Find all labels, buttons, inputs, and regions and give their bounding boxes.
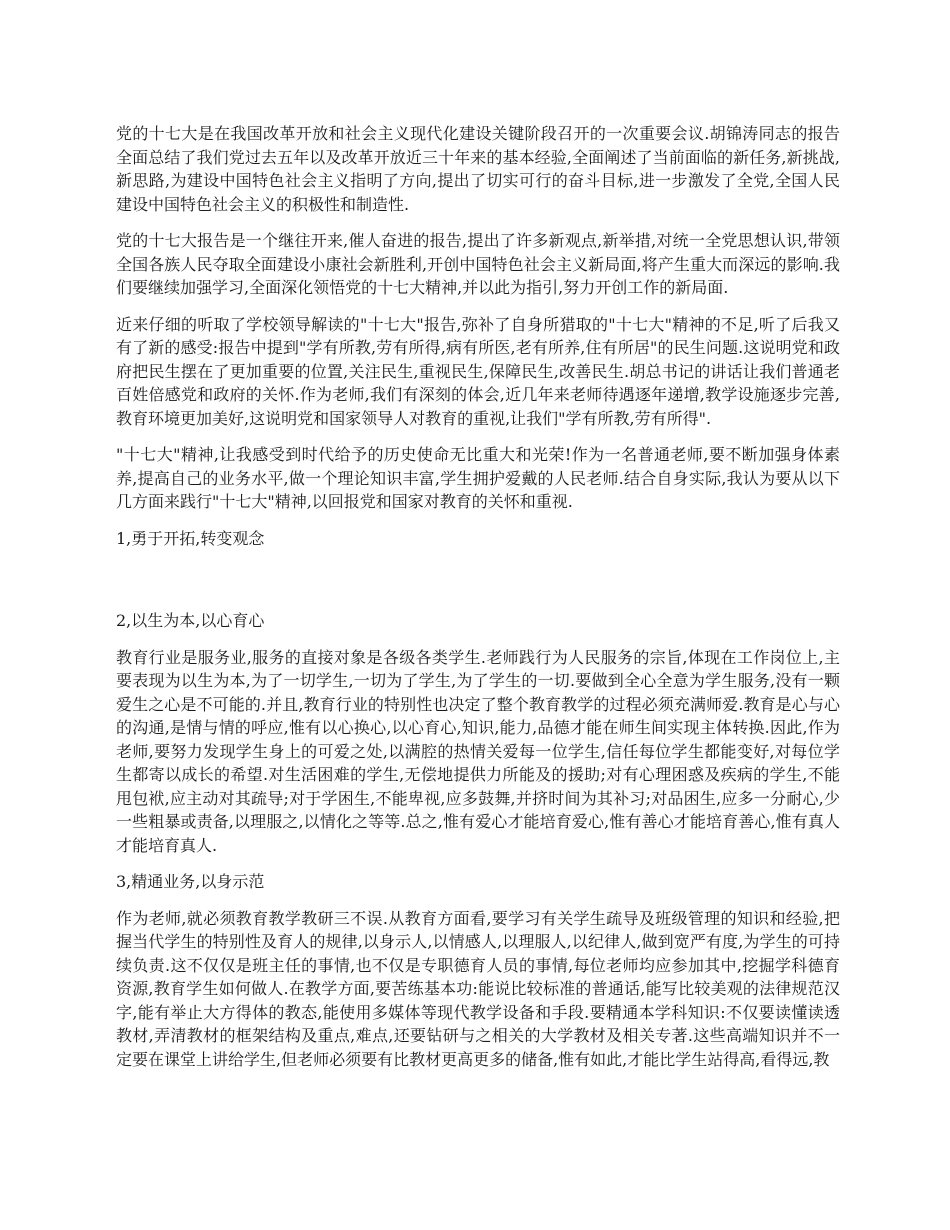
intro-paragraph-3: 近来仔细的听取了学校领导解读的"十七大"报告,弥补了自身所猎取的"十七大"精神的不足,听了后我又有了新的感受:报告中提到"学有所教,劳有所得,病有所医,老有所养,住有所居"的民生问题.这说明党和政府把民生摆在了更加重要的位置,关注民生,重视民生,保障民生,改善民生.胡总书记的讲话让我们普通老百姓倍感党和政府的关怀.作为老师,我们有深刻的体会,近几年来老师待遇逐年递增,教学设施逐步完善,教育环境更加美好,这说明党和国家领导人对教育的重视,让我们"学有所教,劳有所得". bbox=[116, 314, 840, 428]
document-page bbox=[116, 122, 840, 1084]
section-2-body: 教育行业是服务业,服务的直接对象是各级各类学生.老师践行为人民服务的宗旨,体现在工作岗位上,主要表现为以生为本,为了一切学生,一切为了学生,为了学生的一切.要做到全心全意为学生服务,没有一颗爱生之心是不可能的.并且,教育行业的特别性也决定了整个教育教学的过程必须充满师爱.教育是心与心的沟通,是情与情的呼应,惟有以心换心,以心育心,知识,能力,品德才能在师生间实现主体转换.因此,作为老师,要努力发现学生身上的可爱之处,以满腔的热情关爱每一位学生,信任每位学生都能变好,对每位学生都寄以成长的希望.对生活困难的学生,无偿地提供力所能及的援助;对有心理困惑及疾病的学生,不能甩包袱,应主动对其疏导;对于学困生,不能卑视,应多鼓舞,并挤时间为其补习;对品困生,应多一分耐心,少一些粗暴或责备,以理服之,以情化之等等.总之,惟有爱心才能培育爱心,惟有善心才能培育善心,惟有真人才能培育真人. bbox=[116, 647, 840, 855]
section-3-heading: 3,精通业务,以身示范 bbox=[116, 872, 265, 891]
section-2-heading: 2,以生为本,以心育心 bbox=[116, 611, 265, 630]
intro-paragraph-4: "十七大"精神,让我感受到时代给予的历史使命无比重大和光荣!作为一名普通老师,要不断加强身体素养,提高自己的业务水平,做一个理论知识丰富,学生拥护爱戴的人民老师.结合自身实际,我认为要从以下几方面来践行"十七大"精神,以回报党和国家对教育的关怀和重视. bbox=[116, 445, 840, 511]
section-1-blank bbox=[116, 563, 840, 609]
intro-paragraph-2: 党的十七大报告是一个继往开来,催人奋进的报告,提出了许多新观点,新举措,对统一全党思想认识,带领全国各族人民夺取全面建设小康社会新胜利,开创中国特色社会主义新局面,将产生重大而深远的影响.我们要继续加强学习,全面深化领悟党的十七大精神,并以此为指引,努力开创工作的新局面. bbox=[116, 231, 840, 297]
intro-paragraph-1: 党的十七大是在我国改革开放和社会主义现代化建设关键阶段召开的一次重要会议.胡锦涛同志的报告全面总结了我们党过去五年以及改革开放近三十年来的基本经验,全面阐述了当前面临的新任务,新挑战,新思路,为建设中国特色社会主义指明了方向,提出了切实可行的奋斗目标,进一步激发了全党,全国人民建设中国特色社会主义的积极性和制造性. bbox=[116, 124, 840, 214]
section-3-body: 作为老师,就必须教育教学教研三不误.从教育方面看,要学习有关学生疏导及班级管理的知识和经验,把握当代学生的特别性及育人的规律,以身示人,以情感人,以理服人,以纪律人,做到宽严有度,为学生的可持续负责.这不仅仅是班主任的事情,也不仅是专职德育人员的事情,每位老师均应参加其中,挖掘学科德育资源,教育学生如何做人.在教学方面,要苦练基本功:能说比较标准的普通话,能写比较美观的法律规范汉字,能有举止大方得体的教态,能使用多媒体等现代教学设备和手段.要精通本学科知识:不仅要读懂读透教材,弄清教材的框架结构及重点,难点,还要钻研与之相关的大学教材及相关专著.这些高端知识并不一定要在课堂上讲给学生,但老师必须要有比教材更高更多的储备,惟有如此,才能比学生站得高,看得远,教 bbox=[116, 908, 840, 1069]
section-1-heading: 1,勇于开拓,转变观念 bbox=[116, 528, 265, 548]
